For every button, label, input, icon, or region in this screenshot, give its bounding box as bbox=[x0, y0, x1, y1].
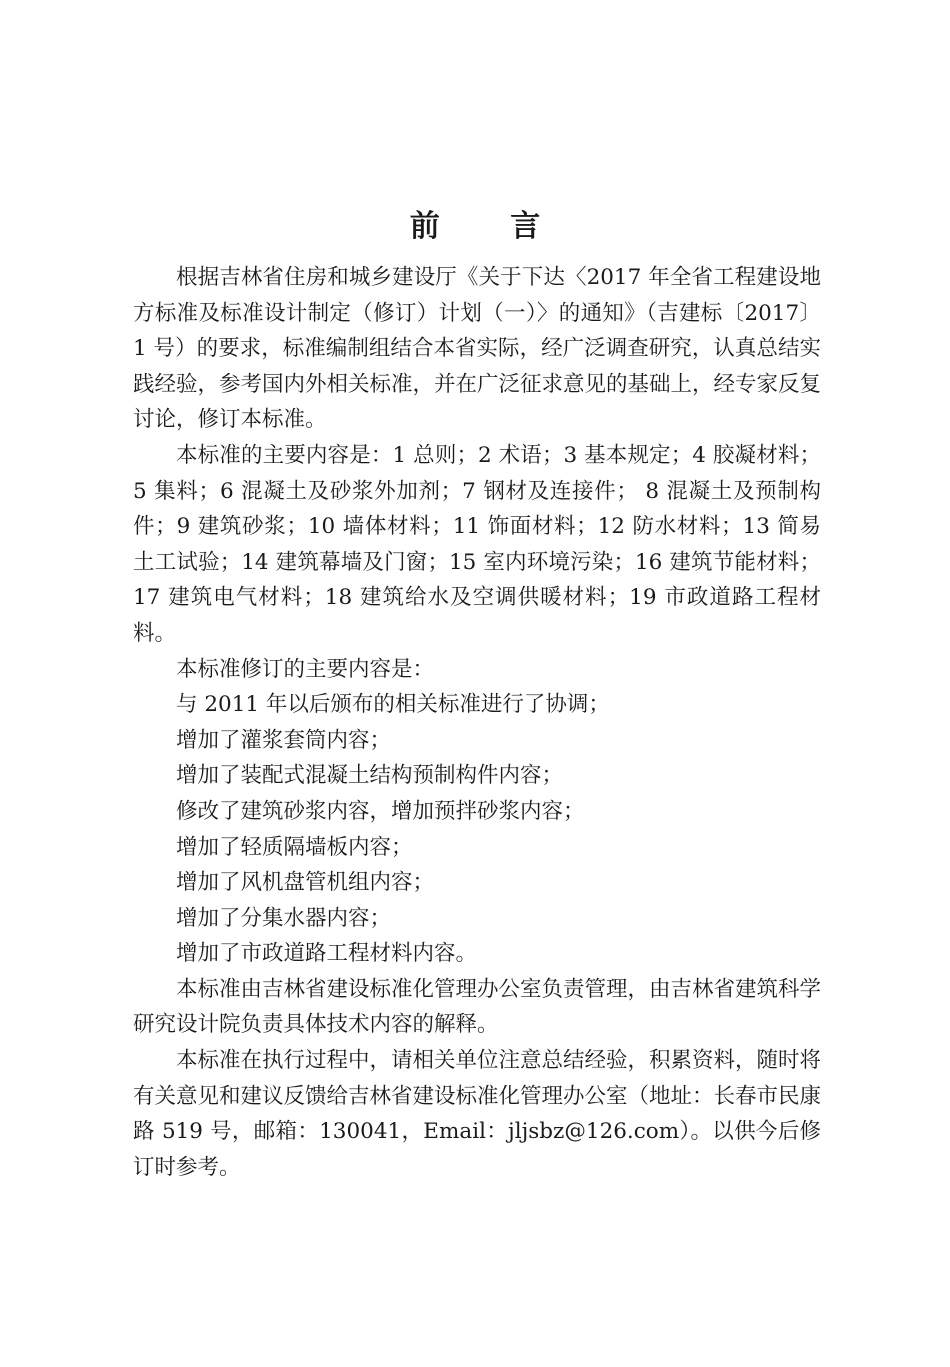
revision-item: 修改了建筑砂浆内容，增加预拌砂浆内容； bbox=[176, 798, 585, 824]
revision-item: 增加了市政道路工程材料内容。 bbox=[176, 941, 478, 967]
revision-item: 增加了灌浆套筒内容； bbox=[176, 727, 392, 753]
page-title: 前 言 bbox=[409, 209, 571, 244]
paragraph-management: 本标准由吉林省建设标准化管理办公室负责管理，由吉林省建筑科学研究设计院负责具体技术内容的解释。 bbox=[133, 976, 822, 1038]
preface-body bbox=[133, 260, 821, 1185]
revision-item: 增加了轻质隔墙板内容； bbox=[176, 834, 413, 860]
revision-item: 与 2011 年以后颁布的相关标准进行了协调； bbox=[176, 692, 610, 718]
paragraph-feedback: 本标准在执行过程中，请相关单位注意总结经验，积累资料，随时将有关意见和建议反馈给吉林省建设标准化管理办公室（地址：长春市民康路 519 号，邮箱：130041，Email：jljsbz@126.com）。以供今后修订时参考。 bbox=[133, 1048, 822, 1180]
paragraph-main-contents: 本标准的主要内容是：1 总则；2 术语；3 基本规定；4 胶凝材料；5 集料；6 混凝土及砂浆外加剂；7 钢材及连接件； 8 混凝土及预制构件；9 建筑砂浆；10 墙体材料；11 饰面材料；12 防水材料；13 简易土工试验；14 建筑幕墙及门窗；15 室内环境污染；16 建筑节能材料；17 建筑电气材料；18 建筑给水及空调供暖材料；19 市政道路工程材料。 bbox=[133, 442, 821, 646]
revision-item: 增加了装配式混凝土结构预制构件内容； bbox=[176, 763, 564, 789]
revision-item: 增加了风机盘管机组内容； bbox=[176, 870, 435, 896]
revision-item: 增加了分集水器内容； bbox=[176, 905, 392, 931]
paragraph-basis: 根据吉林省住房和城乡建设厅《关于下达〈2017 年全省工程建设地方标准及标准设计制定（修订）计划（一）〉的通知》（吉建标〔2017〕1 号）的要求，标准编制组结合本省实际，经广泛调查研究，认真总结实践经验，参考国内外相关标准，并在广泛征求意见的基础上，经专家反复讨论，修订本标准。 bbox=[133, 265, 822, 433]
paragraph-revision-intro: 本标准修订的主要内容是： bbox=[176, 656, 435, 682]
